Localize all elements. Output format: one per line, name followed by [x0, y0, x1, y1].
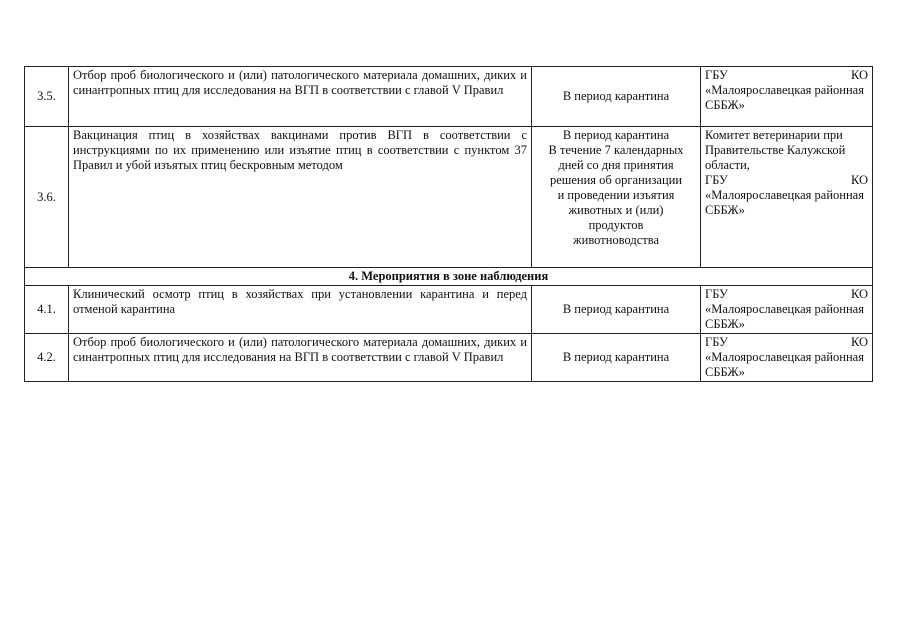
row-number: 4.2.: [25, 334, 69, 382]
measures-table: [24, 66, 873, 382]
row-number: 4.1.: [25, 286, 69, 334]
resp-org-right: КО: [850, 173, 868, 187]
row-number: 3.6.: [25, 127, 69, 268]
section-row-4: [25, 268, 873, 286]
resp-org-name: «Малоярославецкая районная СББЖ»: [705, 302, 864, 331]
resp-org-right: КО: [850, 68, 868, 82]
responsible-cell: [701, 127, 873, 268]
period-cell: В период карантина: [532, 67, 701, 127]
action-cell: Отбор проб биологического и (или) патологического материала домашних, диких и синантропных птиц для исследования на ВГП в соответствии с главой V Правил: [69, 334, 532, 382]
table-row-3-6: [25, 127, 873, 268]
period-line: дней со дня принятия: [558, 158, 674, 172]
row-number: 3.5.: [25, 67, 69, 127]
resp-org-left: ГБУ: [705, 68, 728, 82]
action-cell: Клинический осмотр птиц в хозяйствах при установлении карантина и перед отменой карантина: [69, 286, 532, 334]
table-row-4-2: [25, 334, 873, 382]
period-cell: В период карантина: [532, 286, 701, 334]
table-row-4-1: [25, 286, 873, 334]
resp-org-name: «Малоярославецкая районная СББЖ»: [705, 350, 864, 379]
resp-org-left: ГБУ: [705, 335, 728, 349]
table-row-3-5: [25, 67, 873, 127]
resp-org-left: ГБУ: [705, 173, 728, 187]
period-line: В течение 7 календарных: [548, 143, 684, 157]
responsible-cell: [701, 334, 873, 382]
period-line: В период карантина: [562, 128, 670, 142]
period-line: животноводства: [573, 233, 659, 247]
period-line: животных и (или): [568, 203, 664, 217]
period-cell: В период карантина: [532, 334, 701, 382]
resp-org-name: «Малоярославецкая районная СББЖ»: [705, 188, 864, 217]
period-line: решения об организации: [549, 173, 683, 187]
period-line: продуктов: [588, 218, 644, 232]
resp-org-left: ГБУ: [705, 287, 728, 301]
section-title: 4. Мероприятия в зоне наблюдения: [25, 268, 873, 286]
period-cell: [532, 127, 701, 268]
responsible-cell: [701, 67, 873, 127]
action-cell: Отбор проб биологического и (или) патологического материала домашних, диких и синантропных птиц для исследования на ВГП в соответствии с главой V Правил: [69, 67, 532, 127]
responsible-cell: [701, 286, 873, 334]
action-cell: Вакцинация птиц в хозяйствах вакцинами против ВГП в соответствии с инструкциями по их применению или изъятие птиц в соответствии с пунктом 37 Правил и убой изъятых птиц бескровным методом: [69, 127, 532, 268]
resp-committee: Комитет ветеринарии при Правительстве Калужской области,: [705, 128, 846, 172]
period-line: и проведении изъятия: [557, 188, 675, 202]
resp-org-right: КО: [850, 287, 868, 301]
resp-org-right: КО: [850, 335, 868, 349]
resp-org-name: «Малоярославецкая районная СББЖ»: [705, 83, 864, 112]
